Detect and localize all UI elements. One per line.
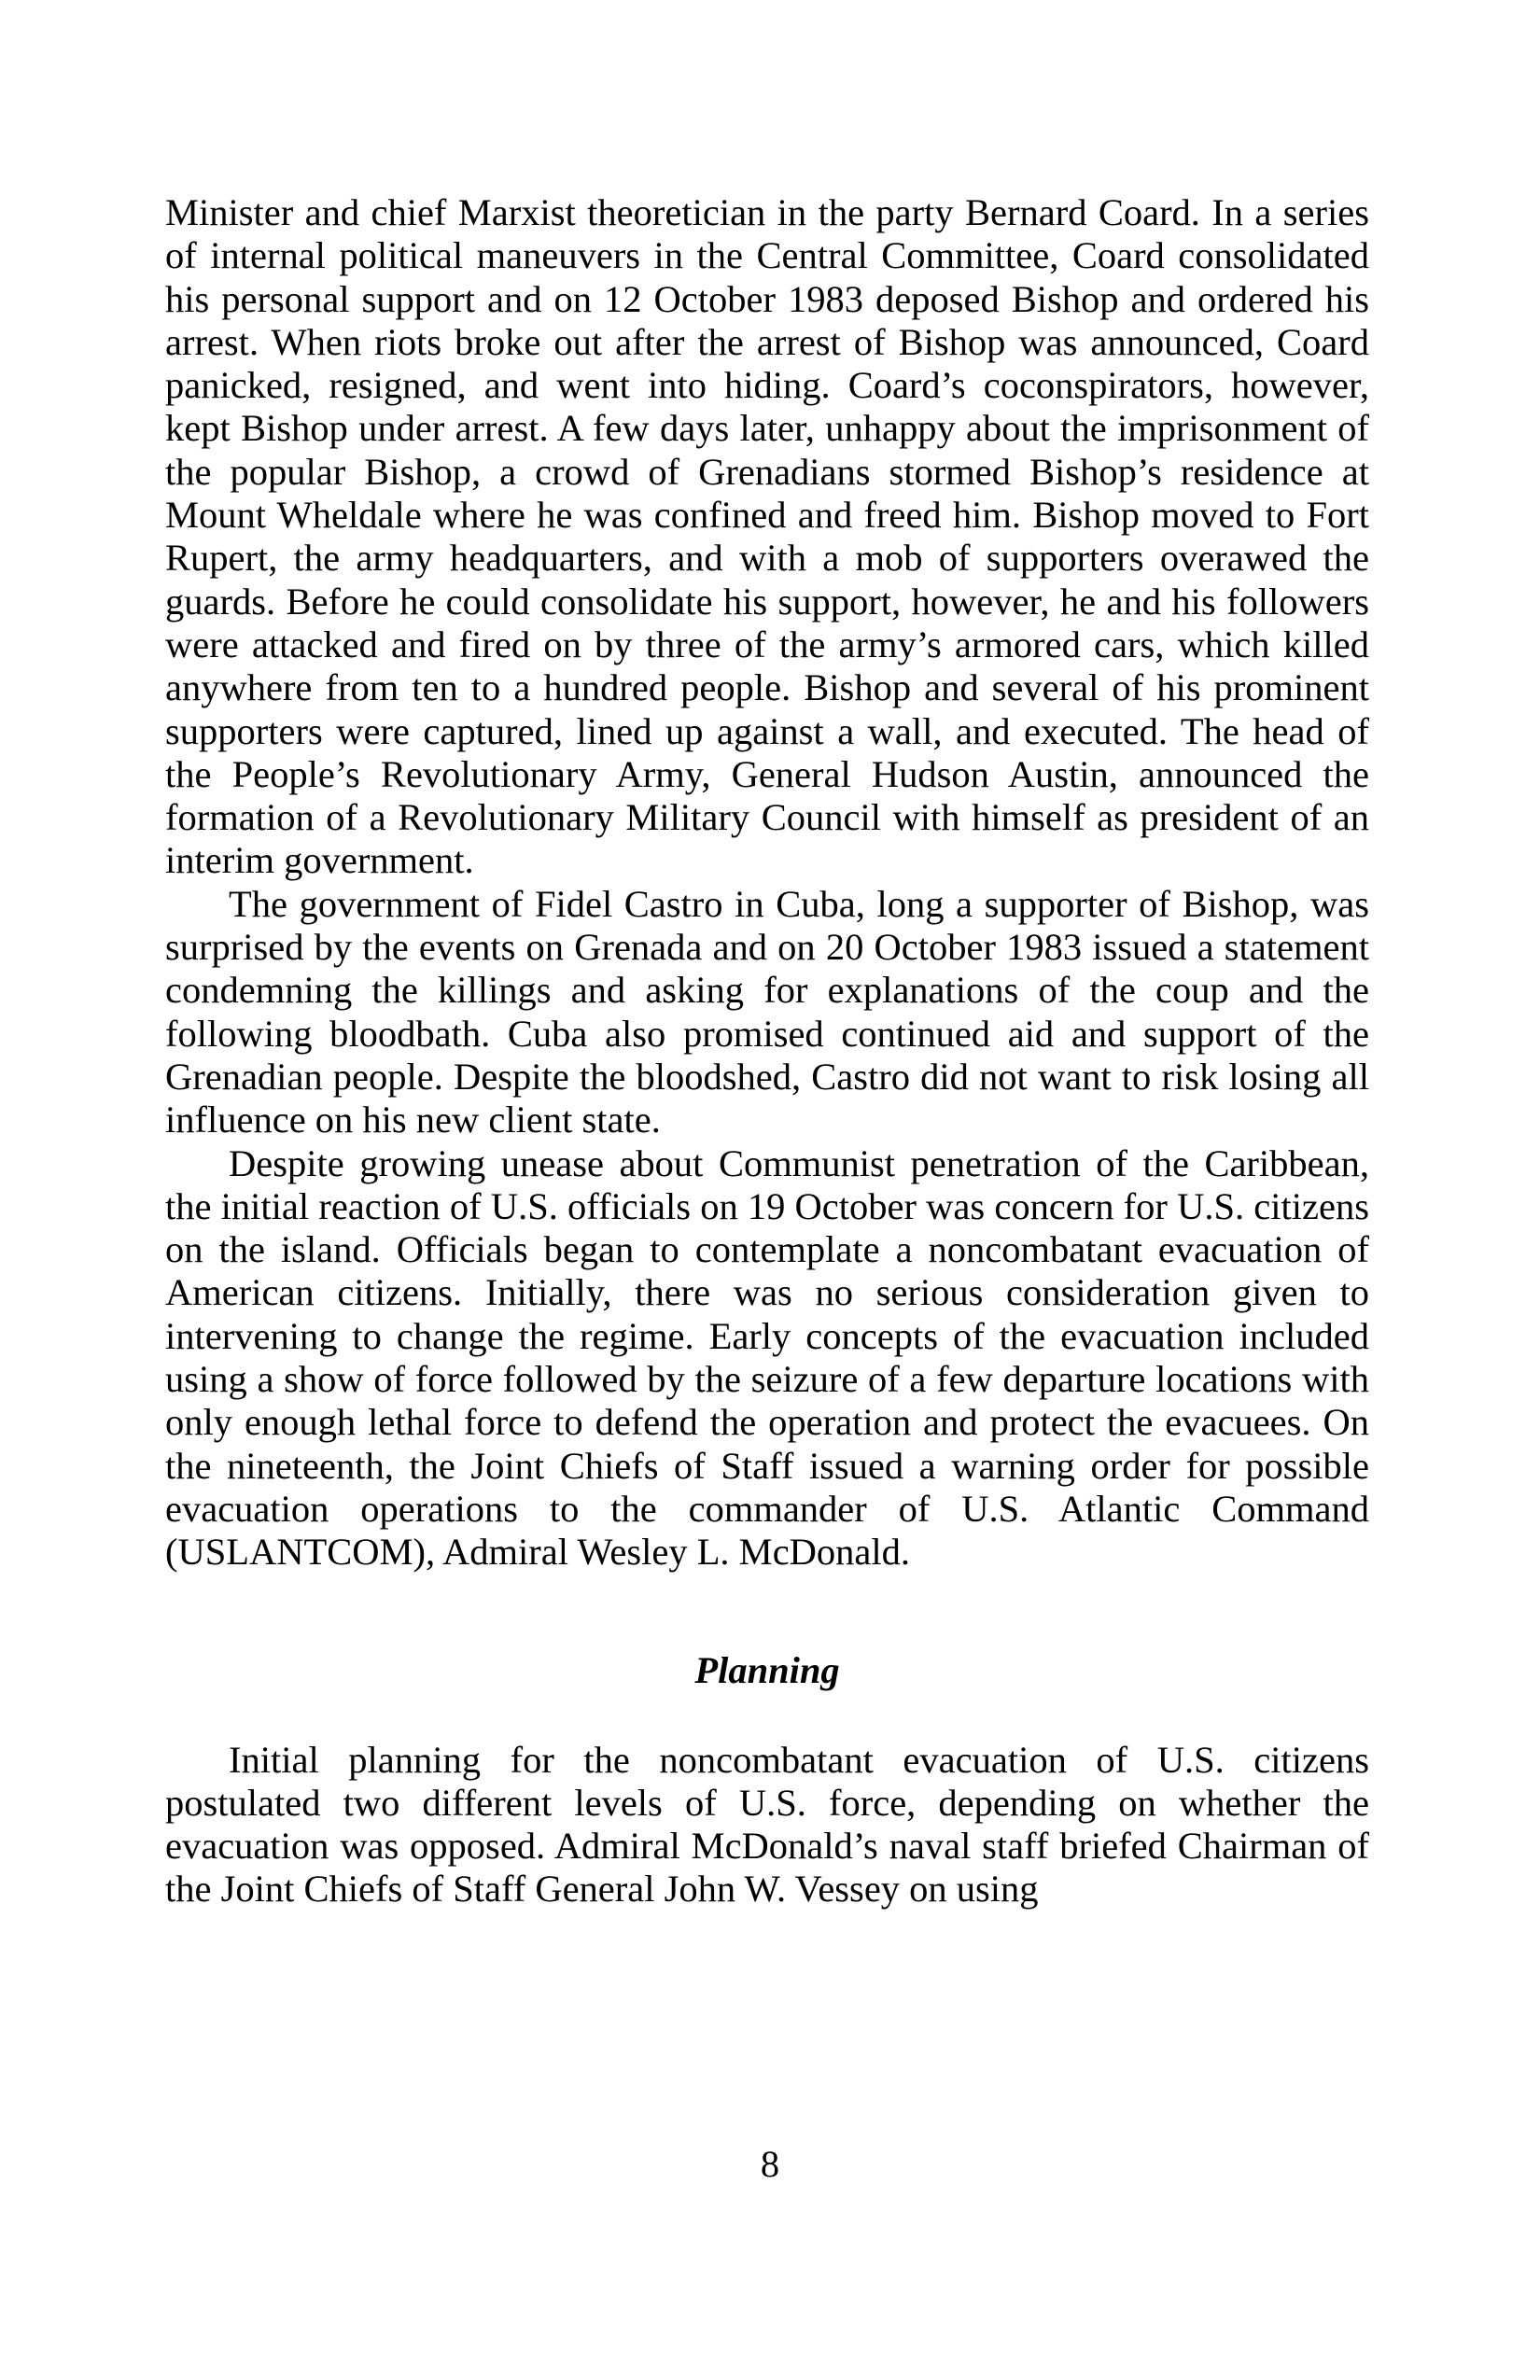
paragraph-initial-planning: Initial planning for the noncombatant evacuation of U.S. citizens postulated two different levels of U.S. force, depending on whether the evacuation was opposed. Admiral McDonald’s naval staff briefed Chairman of the Joint Chiefs of Staff General John W. Vessey on using	[165, 1738, 1369, 1911]
paragraph-castro-reaction: The government of Fidel Castro in Cuba, long a supporter of Bishop, was surprised by the events on Grenada and on 20 October 1983 issued a statement condemning the killings and asking for explanations of the coup and the following bloodbath. Cuba also promised continued aid and support of the Grenadian people. Despite the bloodshed, Castro did not want to risk losing all influence on his new client state.	[165, 882, 1369, 1141]
page-body	[165, 191, 1369, 1911]
section-heading-planning: Planning	[694, 1648, 840, 1691]
paragraph-coard-coup: Minister and chief Marxist theoretician in the party Bernard Coard. In a series of internal political maneuvers in the Central Committee, Coard consolidated his personal support and on 12 October 1983 deposed Bishop and ordered his arrest. When riots broke out after the arrest of Bishop was announced, Coard panicked, resigned, and went into hiding. Coard’s coconspirators, however, kept Bishop under arrest. A few days later, unhappy about the imprisonment of the popular Bishop, a crowd of Grenadians stormed Bishop’s residence at Mount Wheldale where he was confined and freed him. Bishop moved to Fort Rupert, the army headquarters, and with a mob of supporters overawed the guards. Before he could consolidate his support, however, he and his followers were attacked and fired on by three of the army’s armored cars, which killed anywhere from ten to a hundred people. Bishop and several of his prominent supporters were captured, lined up against a wall, and executed. The head of the People’s Revolutionary Army, General Hudson Austin, announced the formation of a Revolutionary Military Council with himself as president of an interim government.	[165, 191, 1369, 882]
paragraph-us-reaction: Despite growing unease about Communist penetration of the Caribbean, the initial reaction of U.S. officials on 19 October was concern for U.S. citizens on the island. Officials began to contemplate a noncombatant evacuation of American citizens. Initially, there was no serious consideration given to intervening to change the regime. Early concepts of the evacuation included using a show of force followed by the seizure of a few departure locations with only enough lethal force to defend the operation and protect the evacuees. On the nineteenth, the Joint Chiefs of Staff issued a warning order for possible evacuation operations to the commander of U.S. Atlantic Command (USLANTCOM), Admiral Wesley L. McDonald.	[165, 1141, 1369, 1574]
page-number: 8	[760, 2143, 780, 2185]
